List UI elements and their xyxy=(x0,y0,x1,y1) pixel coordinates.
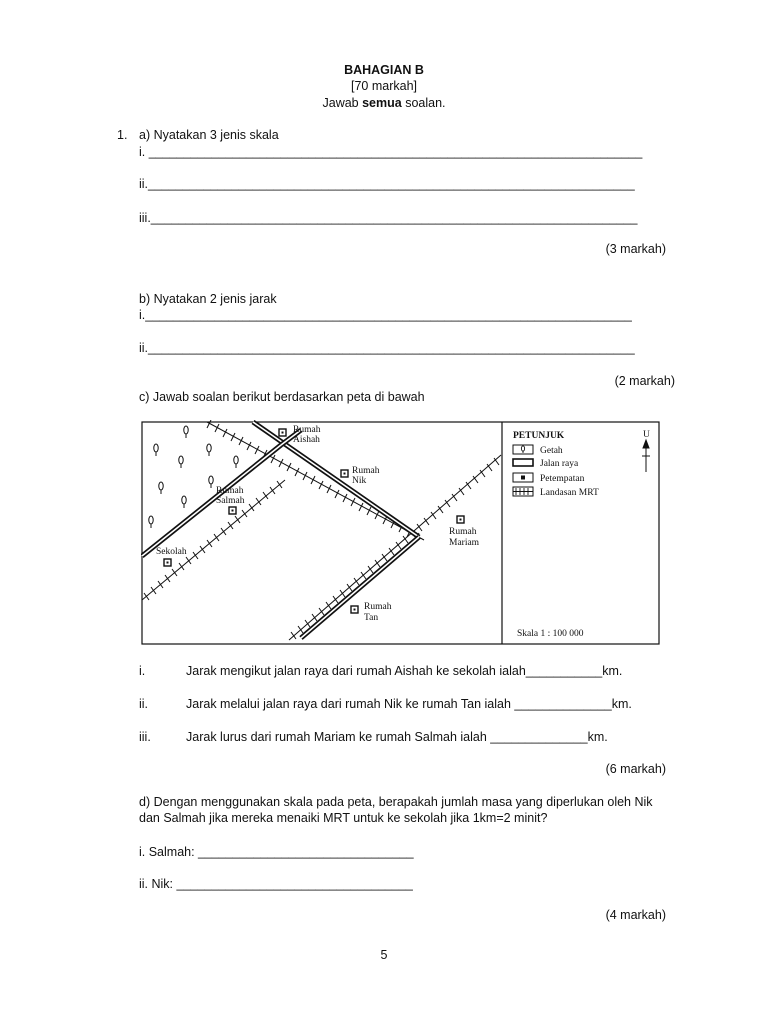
legend-settlement-icon xyxy=(513,473,533,482)
legend-item-landasan-mrt: Landasan MRT xyxy=(540,488,599,498)
q1d-answer-nik[interactable]: ii. Nik: __________________________________ xyxy=(139,877,413,891)
q1c-item-3[interactable]: Jarak lurus dari rumah Mariam ke rumah Salmah ialah ______________km. xyxy=(186,730,608,744)
label-aishah-2: Aishah xyxy=(293,435,320,445)
q1c-item-1-num: i. xyxy=(139,664,146,678)
legend-item-getah: Getah xyxy=(540,446,563,456)
q1c-marks: (6 markah) xyxy=(605,762,666,776)
question-number: 1. xyxy=(117,128,128,142)
q1a-answer-line-2[interactable]: ii.______________________________________________________________________ xyxy=(139,177,635,191)
page-number: 5 xyxy=(380,948,388,962)
section-instruction: Jawab semua soalan. xyxy=(322,96,446,110)
q1d-prompt-line-2: dan Salmah jika mereka menaiki MRT untuk ke sekolah jika 1km=2 minit? xyxy=(139,811,548,825)
q1c-item-3-num: iii. xyxy=(139,730,151,744)
legend-title: PETUNJUK xyxy=(513,431,565,441)
label-nik-2: Nik xyxy=(352,476,367,486)
q1a-prompt: a) Nyatakan 3 jenis skala xyxy=(139,128,279,142)
q1c-item-1[interactable]: Jarak mengikut jalan raya dari rumah Aishah ke sekolah ialah___________km. xyxy=(186,664,623,678)
label-tan-1: Rumah xyxy=(364,602,392,612)
legend-road-icon xyxy=(513,459,533,466)
label-aishah-1: Rumah xyxy=(293,425,321,435)
q1c-item-2[interactable]: Jarak melalui jalan raya dari rumah Nik ke rumah Tan ialah ______________km. xyxy=(186,697,632,711)
q1b-prompt: b) Nyatakan 2 jenis jarak xyxy=(139,292,277,306)
q1c-prompt: c) Jawab soalan berikut berdasarkan peta di bawah xyxy=(139,390,425,404)
settlements xyxy=(164,429,464,613)
label-mariam-1: Rumah xyxy=(449,527,477,537)
map-legend xyxy=(513,430,650,639)
q1a-marks: (3 markah) xyxy=(605,242,666,256)
q1a-answer-line-3[interactable]: iii.______________________________________________________________________ xyxy=(139,211,638,225)
section-marks: [70 markah] xyxy=(350,79,417,93)
legend-mrt-icon xyxy=(513,487,533,496)
q1a-answer-line-1[interactable]: i. _______________________________________________________________________ xyxy=(139,145,643,159)
q1c-item-2-num: ii. xyxy=(139,697,149,711)
mrt-railways xyxy=(142,420,501,640)
q1d-prompt-line-1: d) Dengan menggunakan skala pada peta, berapakah jumlah masa yang diperlukan oleh Nik xyxy=(139,795,653,809)
north-arrow-icon xyxy=(642,440,650,472)
q1b-answer-line-1[interactable]: i.______________________________________________________________________ xyxy=(139,308,632,322)
label-nik-1: Rumah xyxy=(352,466,380,476)
q1b-answer-line-2[interactable]: ii.______________________________________________________________________ xyxy=(139,341,635,355)
label-salmah-1: Rumah xyxy=(216,486,244,496)
legend-item-petempatan: Petempatan xyxy=(540,474,585,484)
q1d-answer-salmah[interactable]: i. Salmah: _______________________________ xyxy=(139,845,414,859)
map-frame xyxy=(142,422,659,644)
label-mariam-2: Mariam xyxy=(449,538,480,548)
q1b-marks: (2 markah) xyxy=(614,374,675,388)
label-sekolah: Sekolah xyxy=(156,547,187,557)
label-tan-2: Tan xyxy=(364,613,379,623)
map-figure xyxy=(141,420,661,646)
legend-item-jalan-raya: Jalan raya xyxy=(540,459,579,469)
q1d-marks: (4 markah) xyxy=(605,908,666,922)
section-title: BAHAGIAN B xyxy=(344,63,424,77)
label-salmah-2: Salmah xyxy=(216,496,245,506)
map-scale: Skala 1 : 100 000 xyxy=(517,629,584,639)
legend-north-label: U xyxy=(643,430,650,440)
